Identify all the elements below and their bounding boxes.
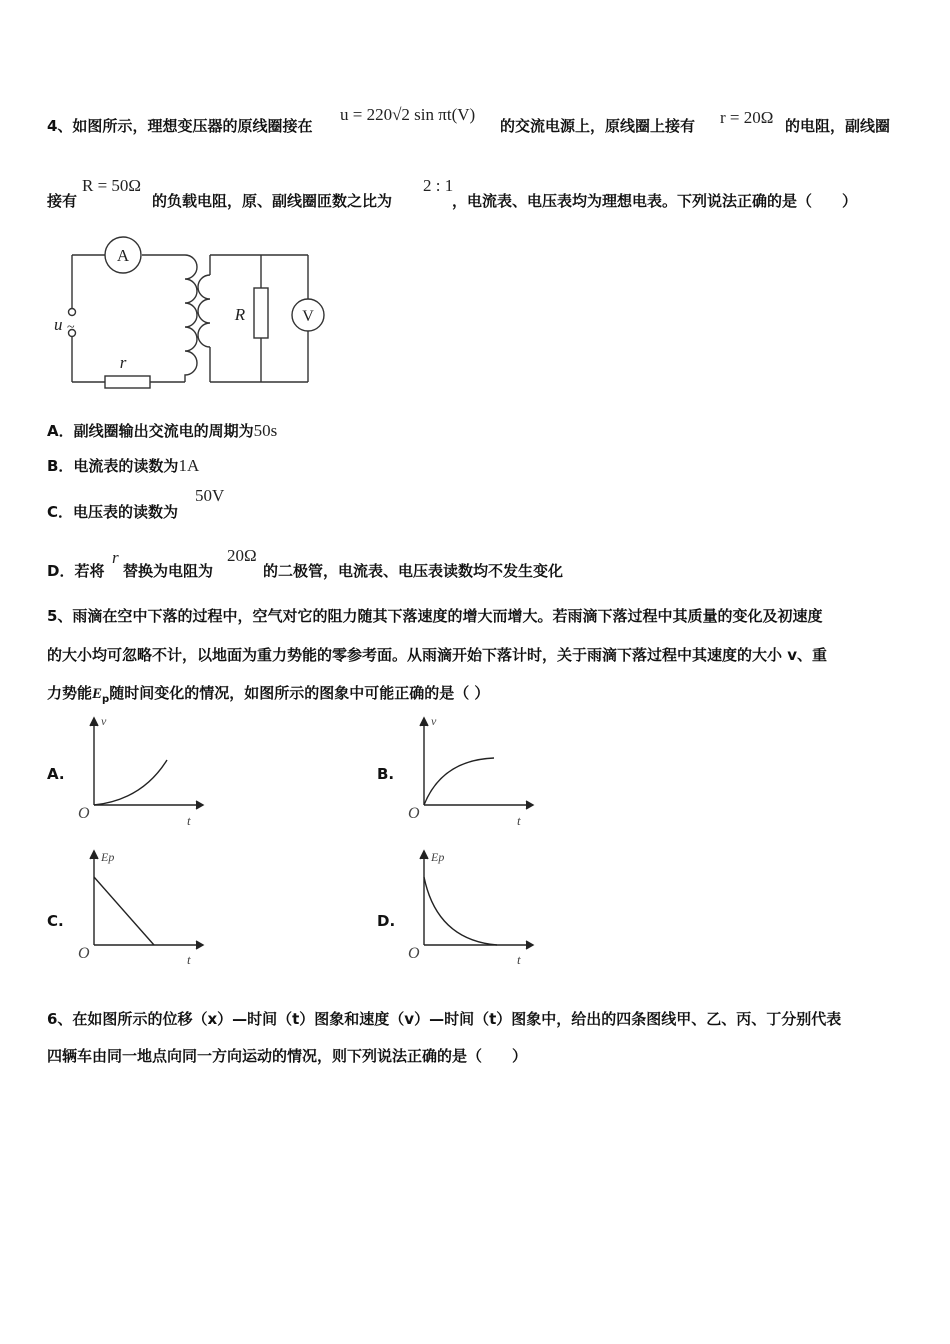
q5-line3-a: 力势能 [47,684,93,702]
graph-a-ylabel: v [101,714,107,728]
graph-b [402,710,542,830]
q4-text-2a: 接有 [47,192,78,210]
graph-c-ylabel: Ep [101,850,115,864]
q4-eq-r: r = 20Ω [720,108,774,127]
q4-text-1a: 4、如图所示，理想变压器的原线圈接在 [47,117,313,135]
graph-c-xlabel: t [187,952,191,965]
q4-option-a [47,420,277,441]
graph-d-label: D. [377,912,396,930]
q4-option-b-text: B．电流表的读数为 [47,457,179,475]
graph-a-xlabel: t [187,813,191,828]
graph-b-origin: O [408,805,420,822]
graph-d-xlabel: t [517,952,521,965]
graph-d-curve [424,877,497,945]
q4-option-d-value: 20Ω [227,546,257,565]
q4-eq-ratio: 2 : 1 [423,176,454,195]
q4-option-d-text-2: 替换为电阻为 [123,562,214,580]
voltmeter-label: V [302,308,314,325]
graph-c [72,845,212,965]
q4-option-c-value: 50V [195,486,225,505]
q5-line2: 的大小均可忽略不计，以地面为重力势能的零参考面。从雨滴开始下落计时，关于雨滴下落过程中其速度的大小 v、重 [47,646,828,664]
load-resistor-label: R [234,305,246,324]
q5-line1: 5、雨滴在空中下落的过程中，空气对它的阻力随其下落速度的增大而增大。若雨滴下落过程中其质量的变化及初速度 [47,607,823,625]
q5-ep: E [92,686,103,702]
graph-d [402,845,542,965]
q4-eq-R: R = 50Ω [82,176,142,195]
transformer-circuit-diagram [45,230,345,395]
q4-option-a-value: 50s [253,421,278,440]
q6-line2: 四辆车由同一地点向同一方向运动的情况，则下列说法正确的是（ ） [47,1047,528,1065]
q4-option-c-text: C．电压表的读数为 [47,503,179,521]
resistor-r-icon [105,376,150,388]
graph-b-curve [424,758,494,805]
q4-text-1c: 的电阻，副线圈 [785,117,891,135]
q6-line1: 6、在如图所示的位移（x）—时间（t）图象和速度（v）—时间（t）图象中，给出的四条图线甲、乙、丙、丁分别代表 [47,1010,842,1028]
graph-b-label: B. [377,765,395,783]
ammeter-label: A [116,246,130,265]
graph-c-label: C. [47,912,64,930]
graph-b-ylabel: v [431,714,437,728]
q4-option-d-text-3: 的二极管，电流表、电压表读数均不发生变化 [263,562,564,580]
graph-b-xlabel: t [517,813,521,828]
resistor-r-label: r [119,353,127,372]
q4-option-b-value: 1A [178,456,200,475]
q4-text-2b: 的负载电阻，原、副线圈匝数之比为 [152,192,393,210]
q4-eq-u: u = 220√2 sin πt(V) [340,105,476,124]
q4-text-1b: 的交流电源上，原线圈上接有 [500,117,696,135]
q4-option-d-text-1: D．若将 [47,562,105,580]
q5-line3 [47,682,489,705]
q4-text-2c: ，电流表、电压表均为理想电表。下列说法正确的是（ ） [452,192,858,210]
graph-c-line [94,877,154,945]
graph-a [72,710,212,830]
source-ac-symbol: ~ [67,320,75,335]
q4-option-b [47,455,199,476]
graph-d-origin: O [408,945,420,962]
load-resistor-icon [254,288,268,338]
q4-option-d-r: r [112,548,119,567]
q4-option-a-text: A．副线圈输出交流电的周期为 [47,422,254,440]
graph-a-label: A. [47,765,65,783]
graph-c-origin: O [78,945,90,962]
q4-line1 [47,115,312,136]
q5-ep-sub: p [102,694,110,705]
source-label: u [54,315,63,334]
graph-d-ylabel: Ep [431,850,445,864]
graph-a-curve [94,760,167,805]
graph-a-origin: O [78,805,90,822]
q5-line3-b: 随时间变化的情况，如图所示的图象中可能正确的是（ ） [109,684,490,702]
